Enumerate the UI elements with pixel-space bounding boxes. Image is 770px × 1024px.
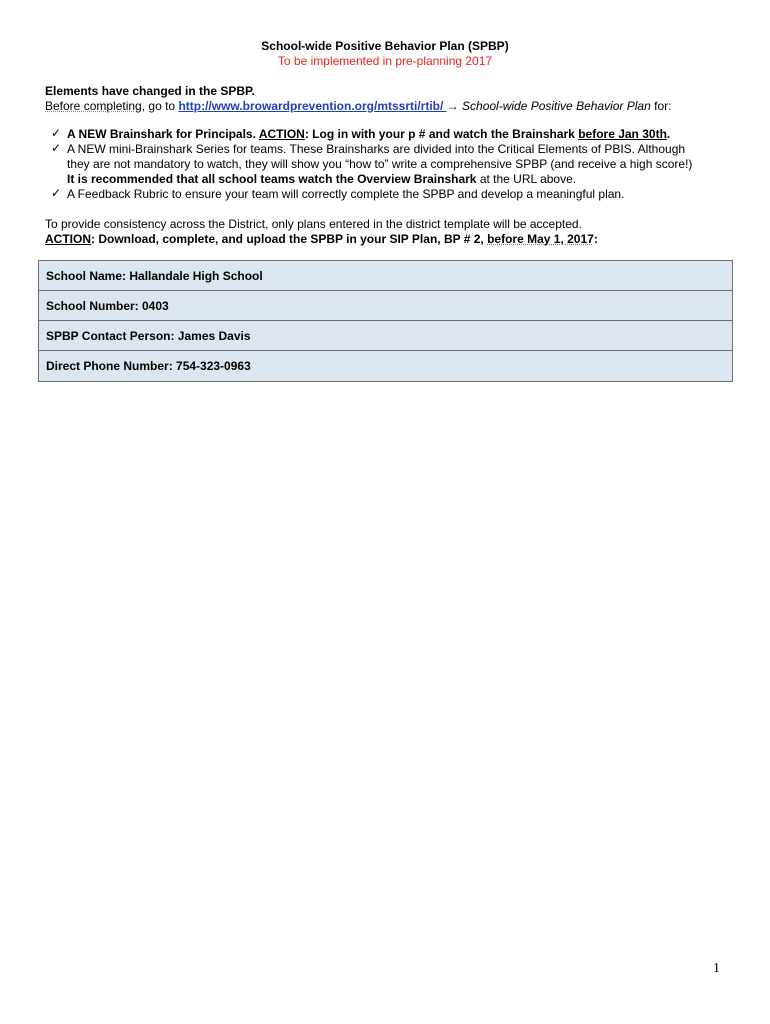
item1-action: ACTION [258, 127, 305, 141]
item1-deadline: before Jan 30th [578, 127, 667, 141]
phone-number-field[interactable]: Direct Phone Number: 754-323-0963 [39, 351, 732, 381]
item2-rest: at the URL above. [476, 172, 577, 186]
school-number-field[interactable]: School Number: 0403 [39, 291, 732, 321]
consistency-action-line [45, 232, 598, 246]
intro-heading: Elements have changed in the SPBP. [45, 84, 255, 98]
item1-text-a: A NEW Brainshark for Principals. [67, 127, 259, 141]
checklist-item-rubric: A Feedback Rubric to ensure your team will correctly complete the SPBP and develop a meaningful plan. [67, 187, 625, 201]
arrow-text: → [446, 99, 463, 113]
go-to-text: , go to [141, 99, 179, 113]
item1-text-b: : Log in with your p # and watch the Brainshark [304, 127, 579, 141]
item2-recommended: It is recommended that all school teams watch the Overview Brainshark [67, 172, 477, 186]
item1-text-c: . [666, 127, 671, 141]
contact-person-field[interactable]: SPBP Contact Person: James Davis [39, 321, 732, 351]
checklist-item-mini-series-line2: they are not mandatory to watch, they will show you “how to” write a comprehensive SPBP (and receive a high score!) [67, 157, 693, 171]
consistency-text-b: : [593, 232, 598, 246]
checklist-item-principals [67, 127, 670, 141]
checkmark-icon: ✓ [51, 141, 62, 155]
prevention-url-link[interactable]: http://www.browardprevention.org/mtssrti/rtib/ [178, 99, 447, 113]
page-number: 1 [713, 961, 720, 976]
plan-name-text: School-wide Positive Behavior Plan [462, 99, 651, 113]
document-subtitle: To be implemented in pre-planning 2017 [277, 54, 493, 68]
school-name-field[interactable]: School Name: Hallandale High School [39, 261, 732, 291]
intro-line [45, 99, 671, 113]
checklist-item-mini-series-line3 [67, 172, 576, 186]
checklist-item-mini-series-line1: A NEW mini-Brainshark Series for teams. These Brainsharks are divided into the Critical Elements of PBIS. Although [67, 142, 686, 156]
checkmark-icon: ✓ [51, 186, 62, 200]
for-text: for: [650, 99, 672, 113]
consistency-text-a: : Download, complete, and upload the SPBP in your SIP Plan, BP # 2, [91, 232, 488, 246]
checkmark-icon: ✓ [51, 126, 62, 140]
before-completing-text: Before completing [45, 99, 142, 113]
consistency-action: ACTION [45, 232, 91, 246]
consistency-line: To provide consistency across the District, only plans entered in the district template will be accepted. [45, 217, 582, 231]
school-info-table [38, 260, 733, 382]
consistency-deadline: before May 1, 2017 [487, 232, 594, 246]
document-title: School-wide Positive Behavior Plan (SPBP) [261, 39, 509, 53]
